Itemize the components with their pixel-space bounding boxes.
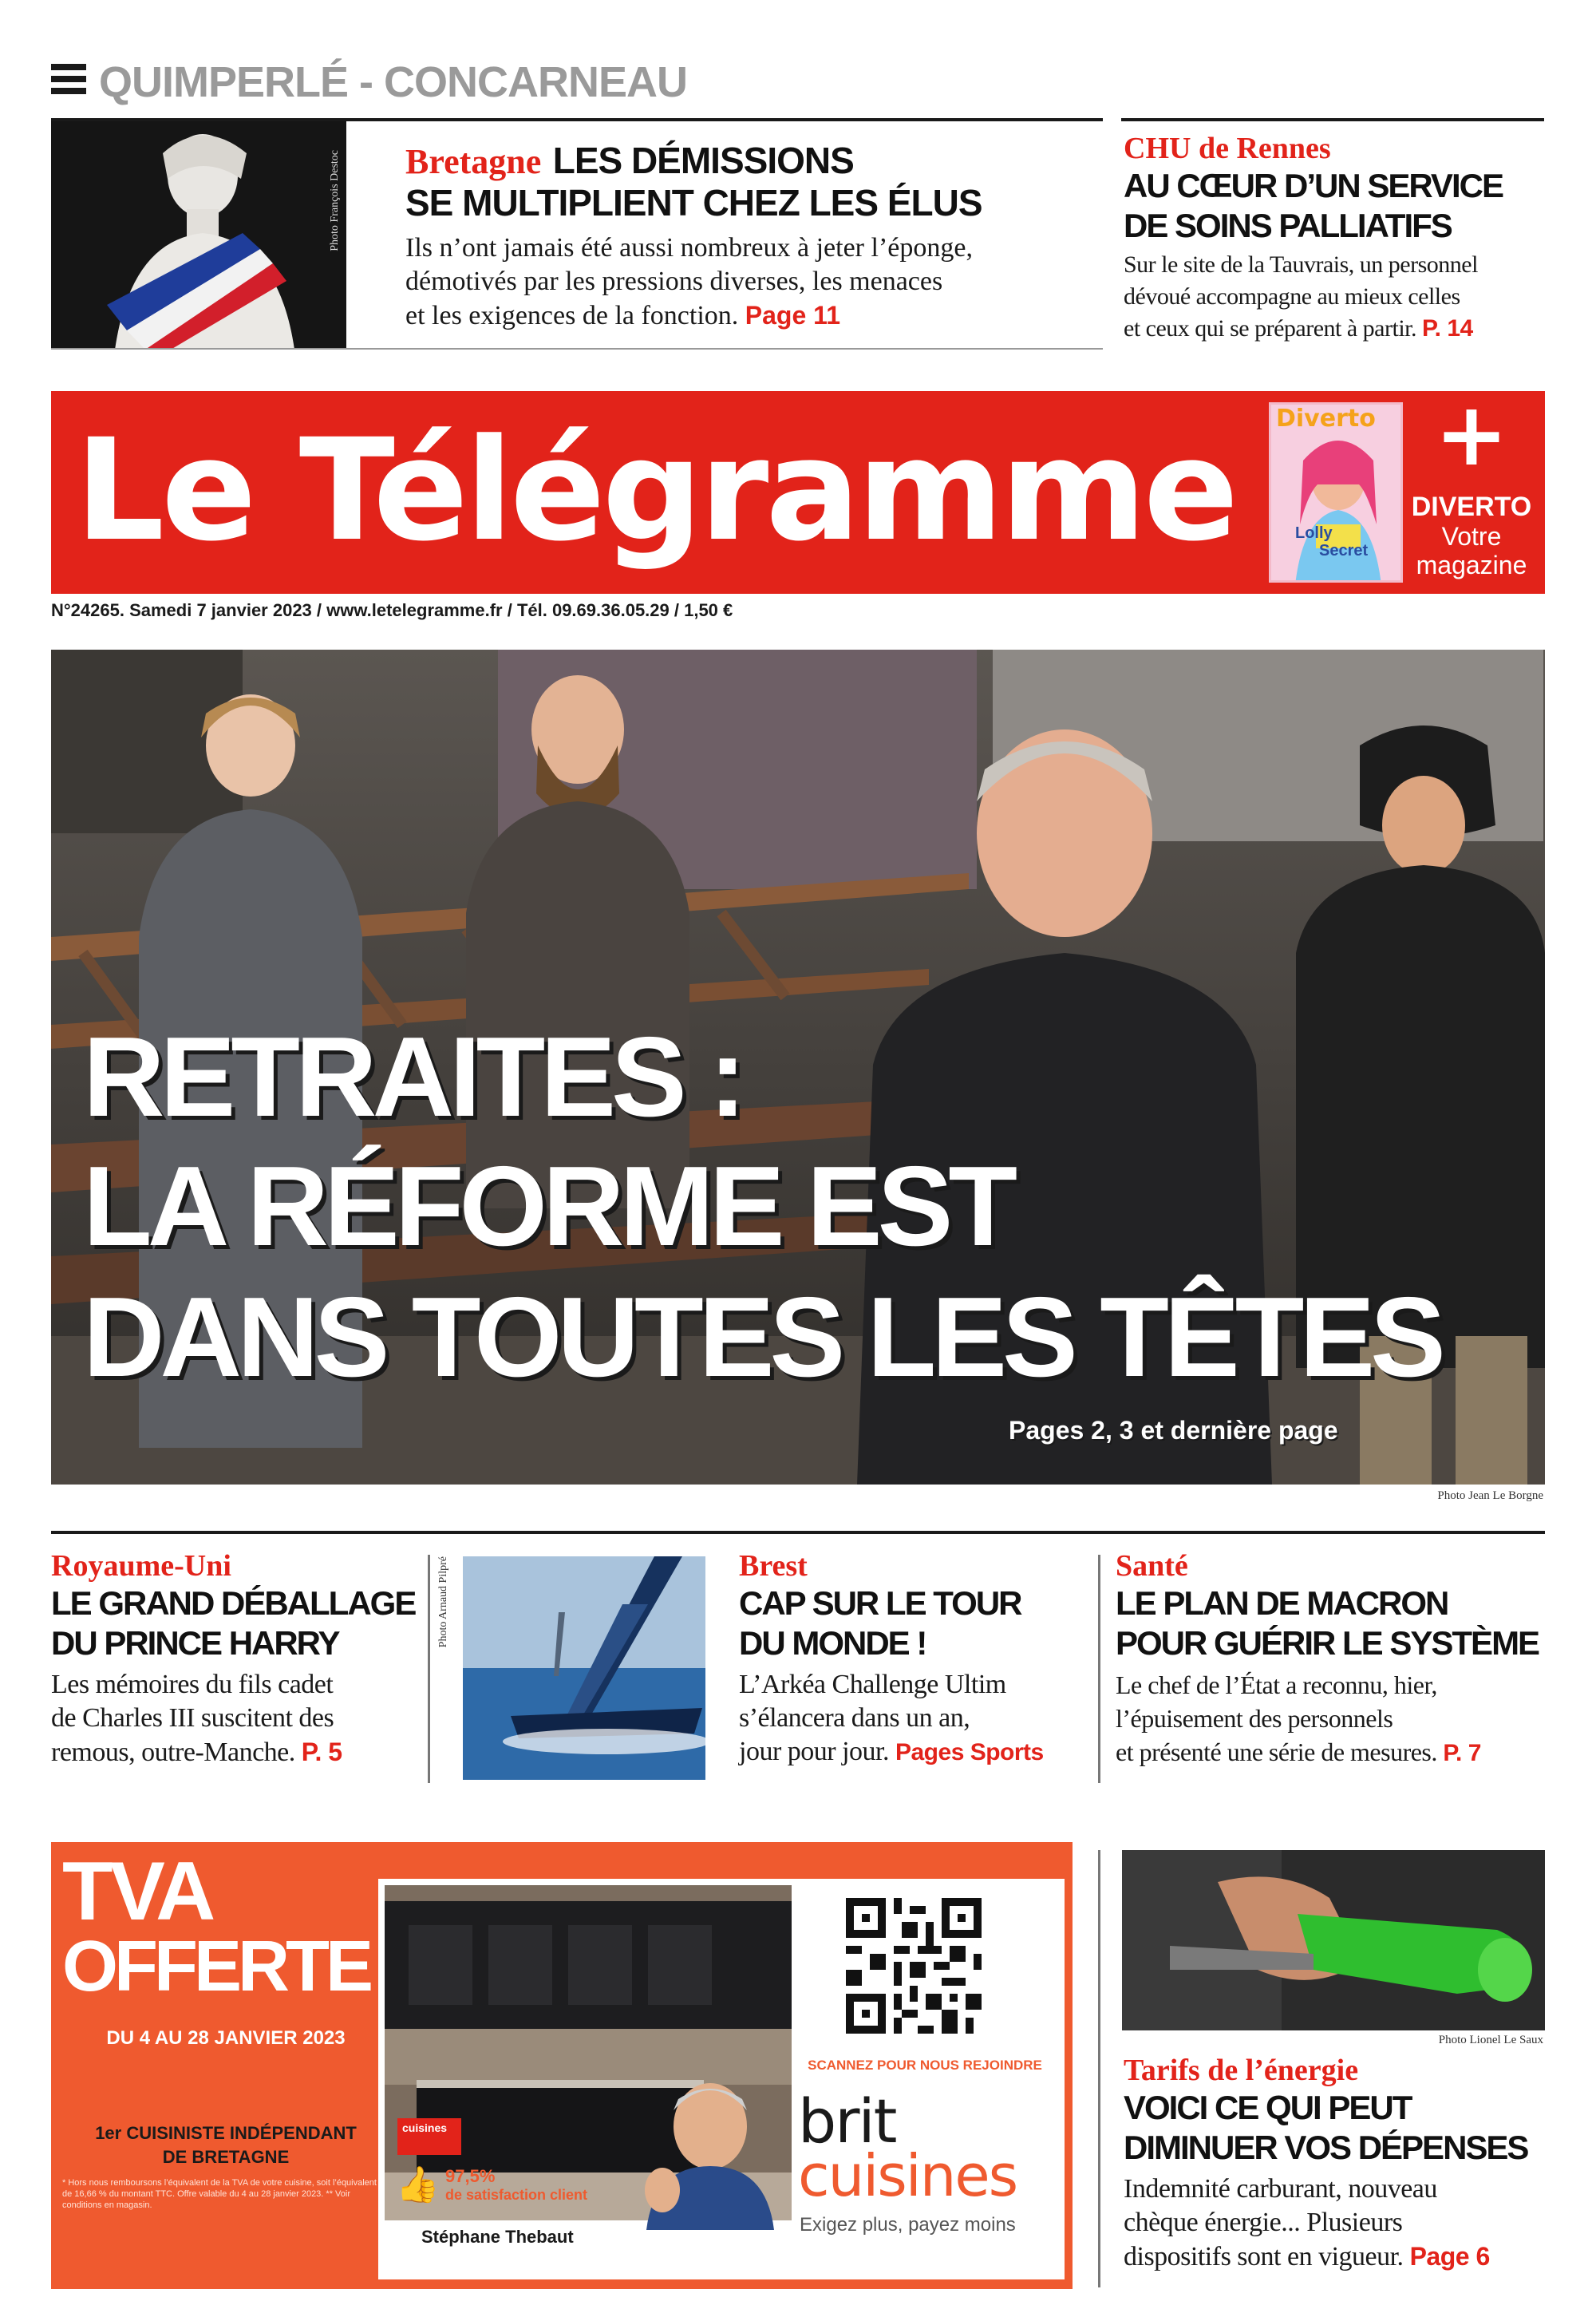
ad-cuisiniste-line: DE BRETAGNE [162, 2147, 290, 2167]
sailing-photo-credit [437, 1556, 461, 1780]
summary-line: remous, outre-Manche. [51, 1738, 295, 1767]
headline-line: LA RÉFORME EST [83, 1143, 1013, 1270]
diverto-cover-line: Secret [1319, 542, 1369, 559]
kicker: Brest [739, 1549, 808, 1583]
summary-line: l’épuisement des personnels [1116, 1704, 1393, 1733]
summary [739, 1668, 1082, 1769]
top-right-rule [1121, 118, 1544, 121]
headline: DIMINUER VOS DÉPENSES [1124, 2129, 1528, 2166]
ad-tva: TVA [62, 1845, 213, 1938]
summary-line: Le chef de l’État a reconnu, hier, [1116, 1670, 1437, 1699]
summary [405, 231, 1108, 333]
article-energie[interactable] [1124, 2053, 1547, 2274]
edition-header [51, 57, 753, 105]
headline: VOICI CE QUI PEUT [1124, 2089, 1412, 2126]
column-divider [1098, 1555, 1100, 1783]
summary-line: Ils n’ont jamais été aussi nombreux à jeter l’éponge, [405, 233, 973, 263]
lead-pages[interactable]: Pages 2, 3 et dernière page [1009, 1416, 1338, 1445]
summary [1124, 2173, 1547, 2274]
ad-badge [397, 2118, 461, 2155]
page-reference[interactable]: Pages Sports [895, 1739, 1044, 1765]
summary-line: de Charles III suscitent des [51, 1703, 334, 1733]
headline: LES DÉMISSIONS [552, 140, 854, 181]
page-reference[interactable]: P. 14 [1422, 315, 1473, 342]
photo-credit: Photo François Destoc [329, 150, 341, 251]
ad-person: Stéphane Thebaut [421, 2227, 574, 2247]
person-photo [630, 2070, 790, 2230]
photo-credit: Photo Lionel Le Saux [1438, 2034, 1543, 2046]
kicker: Santé [1116, 1549, 1188, 1583]
headline: DU MONDE ! [739, 1624, 926, 1662]
kicker: Royaume-Uni [51, 1549, 231, 1583]
marianne-photo [51, 121, 346, 350]
summary-line: dévoué accompagne au mieux celles [1124, 283, 1460, 310]
ad-satisfaction-pct: 97,5% [445, 2166, 496, 2186]
ad-brand-cuisines: cuisines [798, 2142, 1017, 2209]
row2-rule [51, 1531, 1545, 1534]
top-left-article[interactable] [405, 139, 1108, 333]
summary-line: démotivés par les pressions diverses, les menaces [405, 267, 943, 296]
ad-offerte: OFFERTE [62, 1927, 369, 2006]
top-right-article[interactable] [1124, 131, 1547, 345]
photo-credit: Photo Jean Le Borgne [1437, 1489, 1543, 1502]
masthead[interactable] [51, 383, 1545, 594]
column-divider [1098, 1850, 1100, 2287]
diverto-cover-title: Diverto [1276, 405, 1376, 433]
ad-white-panel [378, 1879, 1065, 2279]
page-reference[interactable]: P. 7 [1443, 1740, 1481, 1766]
plus-icon: + [1434, 383, 1509, 485]
headline-line: RETRAITES : [83, 1014, 742, 1141]
kicker: Tarifs de l’énergie [1124, 2054, 1359, 2087]
summary-line: dispositifs sont en vigueur. [1124, 2242, 1404, 2271]
ad-banner[interactable] [51, 1842, 1073, 2289]
photo-credit: Photo Arnaud Pilpré [437, 1556, 449, 1648]
summary-line: jour pour jour. [739, 1737, 889, 1766]
thumbs-up-icon: 👍 [396, 2165, 440, 2204]
top-left-bottom-rule [51, 348, 1103, 350]
ad-cuisiniste [62, 2121, 389, 2169]
diverto-cover-line: Lolly [1295, 524, 1333, 542]
summary-line: chèque énergie... Plusieurs [1124, 2208, 1403, 2237]
page-reference[interactable]: Page 11 [745, 301, 840, 330]
ad-dates: DU 4 AU 28 JANVIER 2023 [106, 2027, 346, 2049]
summary [51, 1668, 410, 1769]
diverto-label[interactable]: DIVERTO [1411, 492, 1532, 522]
summary-line: et les exigences de la fonction. [405, 301, 739, 330]
summary-line: Les mémoires du fils cadet [51, 1670, 334, 1699]
edition-label: QUIMPERLÉ - CONCARNEAU [99, 58, 688, 106]
ad-badge-brand: cuisines [402, 2121, 448, 2134]
summary [1124, 249, 1547, 345]
diverto-cover[interactable] [1269, 402, 1403, 583]
page-reference[interactable]: P. 5 [301, 1738, 342, 1766]
summary-line: et ceux qui se préparent à partir. [1124, 315, 1416, 342]
kicker: CHU de Rennes [1124, 132, 1331, 165]
summary-line: s’élancera dans un an, [739, 1703, 970, 1733]
headline: AU CŒUR D’UN SERVICE [1124, 167, 1503, 204]
article-sante[interactable] [1116, 1548, 1547, 1770]
qr-code[interactable] [846, 1898, 982, 2034]
lead-headline[interactable] [83, 1014, 1441, 1403]
lead-photo[interactable] [51, 650, 1545, 1485]
headline: POUR GUÉRIR LE SYSTÈME [1116, 1624, 1539, 1662]
summary-line: et présenté une série de mesures. [1116, 1738, 1437, 1766]
ad-cuisiniste-line: 1er CUISINISTE INDÉPENDANT [95, 2123, 357, 2143]
column-divider [428, 1555, 430, 1783]
summary [1116, 1668, 1547, 1770]
headline: SE MULTIPLIENT CHEZ LES ÉLUS [405, 182, 982, 223]
ad-fine-print: * Hors nous remboursons l’équivalent de la TVA de votre cuisine, soit l’équivalent de 16,66 % du montant TTC. Offre valable du 4 au 28 janvier 2023. ** Voir conditions en magasin. [62, 2178, 377, 2210]
ad-scan: SCANNEZ POUR NOUS REJOINDRE [808, 2058, 1042, 2073]
ad-brand-brit: brit [798, 2086, 896, 2157]
diverto-sub: Votre [1441, 522, 1502, 551]
article-royaume-uni[interactable] [51, 1548, 416, 1769]
summary-line: Indemnité carburant, nouveau [1124, 2174, 1437, 2204]
ad-satisfaction-label: de satisfaction client [445, 2187, 588, 2203]
energy-photo[interactable] [1122, 1850, 1545, 2030]
masthead-title[interactable]: Le Télégramme [75, 409, 1236, 572]
summary-line: Sur le site de la Tauvrais, un personnel [1124, 251, 1478, 278]
headline-line: DANS TOUTES LES TÊTES [83, 1274, 1441, 1401]
headline: LE GRAND DÉBALLAGE [51, 1584, 416, 1622]
headline: CAP SUR LE TOUR [739, 1584, 1021, 1622]
summary-line: L’Arkéa Challenge Ultim [739, 1670, 1006, 1699]
article-brest[interactable] [739, 1548, 1082, 1769]
hamburger-icon[interactable] [51, 64, 86, 96]
kicker: Bretagne [405, 142, 542, 181]
headline: DE SOINS PALLIATIFS [1124, 207, 1452, 244]
issue-line: N°24265. Samedi 7 janvier 2023 / www.letelegramme.fr / Tél. 09.69.36.05.29 / 1,50 € [51, 600, 733, 620]
sailing-photo[interactable] [463, 1556, 705, 1780]
headline: DU PRINCE HARRY [51, 1624, 339, 1662]
ad-slogan: Exigez plus, payez moins [800, 2214, 1016, 2236]
page-reference[interactable]: Page 6 [1409, 2242, 1490, 2271]
headline: LE PLAN DE MACRON [1116, 1584, 1448, 1622]
diverto-sub: magazine [1416, 551, 1527, 579]
